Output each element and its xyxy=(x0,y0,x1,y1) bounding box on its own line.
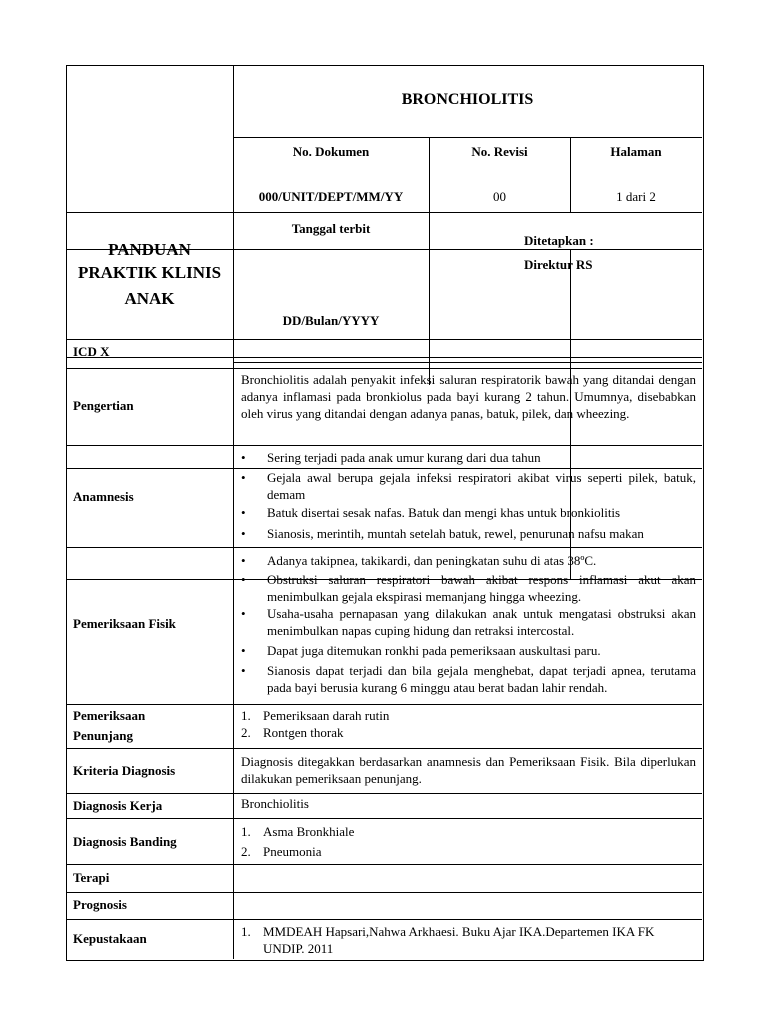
list-item-text: Batuk disertai sesak nafas. Batuk dan mengi khas untuk bronkiolitis xyxy=(267,505,621,520)
penunjang-label-line-2: Penunjang xyxy=(73,728,133,743)
list-item-text: Rontgen thorak xyxy=(263,725,344,740)
list-item-text: Usaha-usaha pernapasan yang dilakukan anak untuk mengatasi obstruksi akan menimbulkan napas cuping hidung dan retraksi intercostal. xyxy=(267,606,696,638)
no-revisi-label: No. Revisi xyxy=(471,144,528,159)
row-divider xyxy=(66,864,702,865)
header-divider xyxy=(429,212,430,385)
prognosis-label: Prognosis xyxy=(73,897,127,912)
list-item xyxy=(241,470,696,503)
row-divider xyxy=(66,468,702,469)
row-divider xyxy=(66,919,702,920)
diagnosis-banding-label: Diagnosis Banding xyxy=(73,834,177,849)
bullet-icon: • xyxy=(241,663,246,678)
pemeriksaan-fisik-label: Pemeriksaan Fisik xyxy=(73,616,176,631)
bullet-icon: • xyxy=(241,505,246,520)
row-divider xyxy=(66,892,702,893)
list-item xyxy=(241,526,696,543)
list-item-text: Sianosis, merintih, muntah setelah batuk, rewel, penurunan nafsu makan xyxy=(267,526,644,541)
list-item-text: Dapat juga ditemukan ronkhi pada pemeriksaan auskultasi paru. xyxy=(267,643,601,658)
header-divider xyxy=(66,212,702,213)
bullet-icon: • xyxy=(241,572,246,587)
penunjang-label-line-1: Pemeriksaan xyxy=(73,708,146,723)
row-divider xyxy=(66,793,702,794)
no-dokumen-label: No. Dokumen xyxy=(292,144,370,159)
tanggal-terbit-value: DD/Bulan/YYYY xyxy=(282,313,380,328)
list-number: 1. xyxy=(241,824,251,839)
row-divider xyxy=(66,368,702,369)
list-item-text: MMDEAH Hapsari,Nahwa Arkhaesi. Buku Ajar IKA.Departemen IKA FK UNDIP. 2011 xyxy=(263,924,655,956)
list-number: 1. xyxy=(241,708,251,723)
list-item xyxy=(241,707,696,724)
panduan-title-line-3: ANAK xyxy=(124,289,175,308)
list-item xyxy=(241,553,696,570)
bullet-icon: • xyxy=(241,470,246,485)
list-item-text: Gejala awal berupa gejala infeksi respiratori akibat virus seperti pilek, batuk, demam xyxy=(267,470,696,502)
document-title: BRONCHIOLITIS xyxy=(401,91,534,108)
row-divider xyxy=(66,445,702,446)
list-item-text: Obstruksi saluran respiratori bawah akibat respons inflamasi akut akan menimbulkan gejala ekspirasi memanjang hingga wheezing. xyxy=(267,572,696,604)
row-divider xyxy=(66,704,702,705)
panduan-title-line-2: PRAKTIK KLINIS xyxy=(77,263,222,282)
list-item xyxy=(241,643,696,660)
row-divider xyxy=(66,748,702,749)
header-divider xyxy=(233,137,702,138)
list-item-text: Pneumonia xyxy=(263,844,322,859)
list-item-text: Asma Bronkhiale xyxy=(263,824,355,839)
no-dokumen-value: 000/UNIT/DEPT/MM/YY xyxy=(258,189,404,204)
icd-label: ICD X xyxy=(73,344,110,359)
anamnesis-label: Anamnesis xyxy=(73,489,134,504)
ditetapkan-label: Ditetapkan : xyxy=(524,233,594,248)
bullet-icon: • xyxy=(241,450,246,465)
no-revisi-value: 00 xyxy=(493,189,506,204)
list-item xyxy=(241,505,696,522)
tanggal-terbit-label: Tanggal terbit xyxy=(291,221,371,236)
kriteria-diagnosis-text: Diagnosis ditegakkan berdasarkan anamnesis dan Pemeriksaan Fisik. Bila diperlukan dilakukan pemeriksaan penunjang. xyxy=(241,754,696,786)
list-number: 2. xyxy=(241,844,251,859)
list-item xyxy=(241,823,696,840)
list-number: 1. xyxy=(241,924,251,939)
header-divider xyxy=(66,357,702,358)
kriteria-diagnosis-label: Kriteria Diagnosis xyxy=(73,763,176,778)
halaman-label: Halaman xyxy=(610,144,662,159)
panduan-title-line-1: PANDUAN xyxy=(108,240,191,259)
list-item-text: Sering terjadi pada anak umur kurang dari dua tahun xyxy=(267,450,541,465)
direktur-label: Direktur RS xyxy=(524,257,593,272)
list-item-text: Adanya takipnea, takikardi, dan peningkatan suhu di atas 38ºC. xyxy=(267,553,597,568)
list-item xyxy=(241,450,696,467)
bullet-icon: • xyxy=(241,606,246,621)
list-number: 2. xyxy=(241,725,251,740)
list-item xyxy=(241,663,696,696)
halaman-value: 1 dari 2 xyxy=(616,189,656,204)
row-divider xyxy=(66,818,702,819)
list-item xyxy=(241,843,696,860)
list-item xyxy=(241,923,696,957)
bullet-icon: • xyxy=(241,526,246,541)
header-divider xyxy=(233,362,702,363)
header-divider xyxy=(66,339,702,340)
terapi-label: Terapi xyxy=(73,870,110,885)
list-item xyxy=(241,572,696,605)
bullet-icon: • xyxy=(241,643,246,658)
diagnosis-kerja-text: Bronchiolitis xyxy=(241,796,309,811)
pengertian-label: Pengertian xyxy=(73,398,134,413)
diagnosis-kerja-label: Diagnosis Kerja xyxy=(73,798,163,813)
list-item xyxy=(241,606,696,639)
pengertian-text: Bronchiolitis adalah penyakit infeksi saluran respiratorik bawah yang ditandai dengan adanya inflamasi pada bronkiolus pada bayi kurang 2 tahun. Umumnya, disebabkan oleh virus yang ditandai dengan adanya panas, batuk, pilek, dan wheezing. xyxy=(241,372,696,421)
row-divider xyxy=(66,547,702,548)
list-item xyxy=(241,724,696,741)
list-item-text: Pemeriksaan darah rutin xyxy=(263,708,390,723)
kepustakaan-label: Kepustakaan xyxy=(73,931,147,946)
bullet-icon: • xyxy=(241,553,246,568)
list-item-text: Sianosis dapat terjadi dan bila gejala menghebat, dapat terjadi apnea, terutama pada bayi berusia kurang 6 minggu atau berat badan lahir rendah. xyxy=(267,663,696,695)
